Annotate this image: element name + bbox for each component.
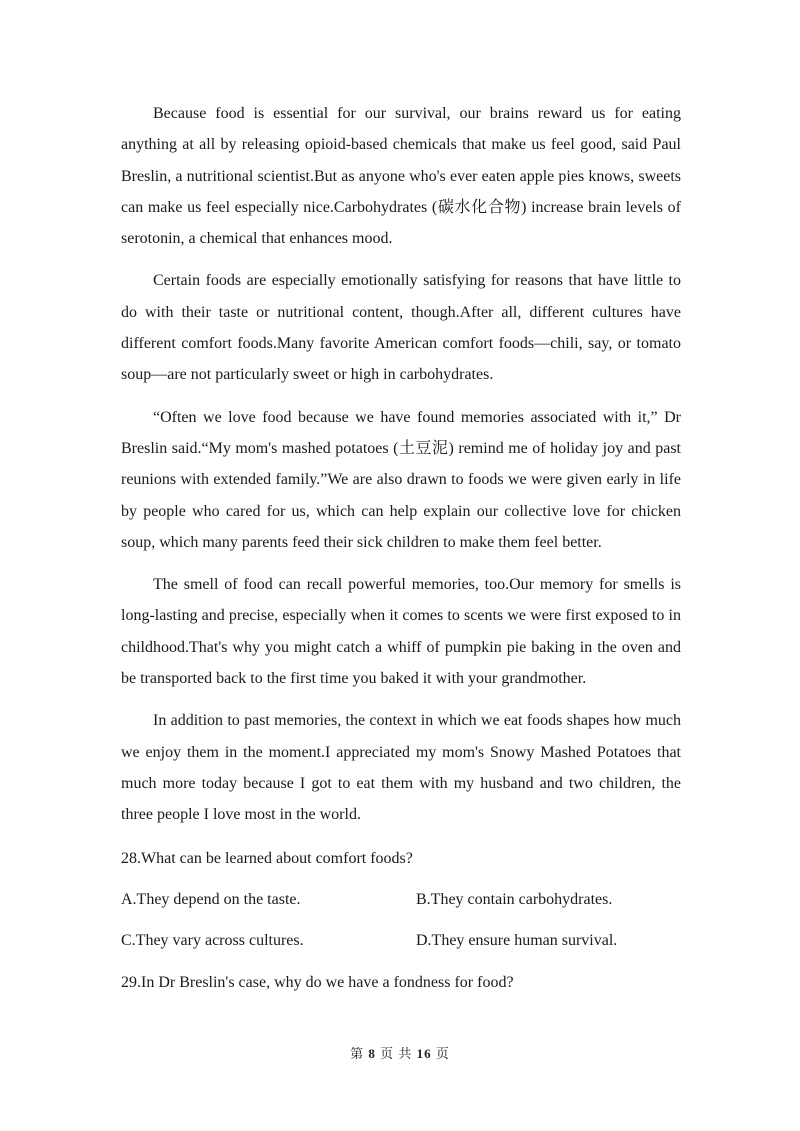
option-b: B.They contain carbohydrates. [416, 890, 613, 908]
question-28-stem: 28.What can be learned about comfort foods? [121, 849, 413, 867]
passage-paragraph-4: The smell of food can recall powerful memories, too.Our memory for smells is long-lasting and precise, especially when it comes to scents we were first exposed to in childhood.That's why you might catch a whiff of pumpkin pie baking in the oven and be transported back to the first time you baked it with your grandmother. [121, 576, 681, 688]
passage-paragraph-3: “Often we love food because we have found memories associated with it,” Dr Breslin said.“My mom's mashed potatoes (土豆泥) remind me of holiday joy and past reunions with extended family.”We are also drawn to foods we were given early in life by people who cared for us, which can help explain our collective love for chicken soup, which many parents feed their sick children to make them feel better. [121, 408, 681, 551]
passage-paragraph-1: Because food is essential for our survival, our brains reward us for eating anything at all by releasing opioid-based chemicals that make us feel good, said Paul Breslin, a nutritional scientist.But as anyone who's ever eaten apple pies knows, sweets can make us feel especially nice.Carbohydrates (碳水化合物) increase brain levels of serotonin, a chemical that enhances mood. [121, 105, 681, 248]
option-d: D.They ensure human survival. [416, 931, 618, 949]
total-pages: 16 [416, 1046, 432, 1061]
passage-paragraph-2: Certain foods are especially emotionally satisfying for reasons that have little to do with their taste or nutritional content, though.After all, different cultures have different comfort foods.Many favorite American comfort foods—chili, say, or tomato soup—are not particularly sweet or high in carbohydrates. [121, 272, 681, 384]
passage-paragraph-5: In addition to past memories, the context in which we eat foods shapes how much we enjoy them in the moment.I appreciated my mom's Snowy Mashed Potatoes that much more today because I got to eat them with my husband and two children, the three people I love most in the world. [121, 712, 681, 824]
page-footer [0, 1043, 800, 1062]
passage-content [121, 98, 681, 1008]
footer-prefix: 第 [350, 1046, 365, 1061]
page-number: 8 [368, 1046, 376, 1061]
footer-middle: 页 共 [380, 1046, 413, 1061]
footer-suffix: 页 [435, 1046, 450, 1061]
option-a: A.They depend on the taste. [121, 890, 301, 908]
option-c: C.They vary across cultures. [121, 931, 304, 949]
question-29-stem: 29.In Dr Breslin's case, why do we have a fondness for food? [121, 973, 514, 991]
question-28-options [121, 884, 681, 956]
